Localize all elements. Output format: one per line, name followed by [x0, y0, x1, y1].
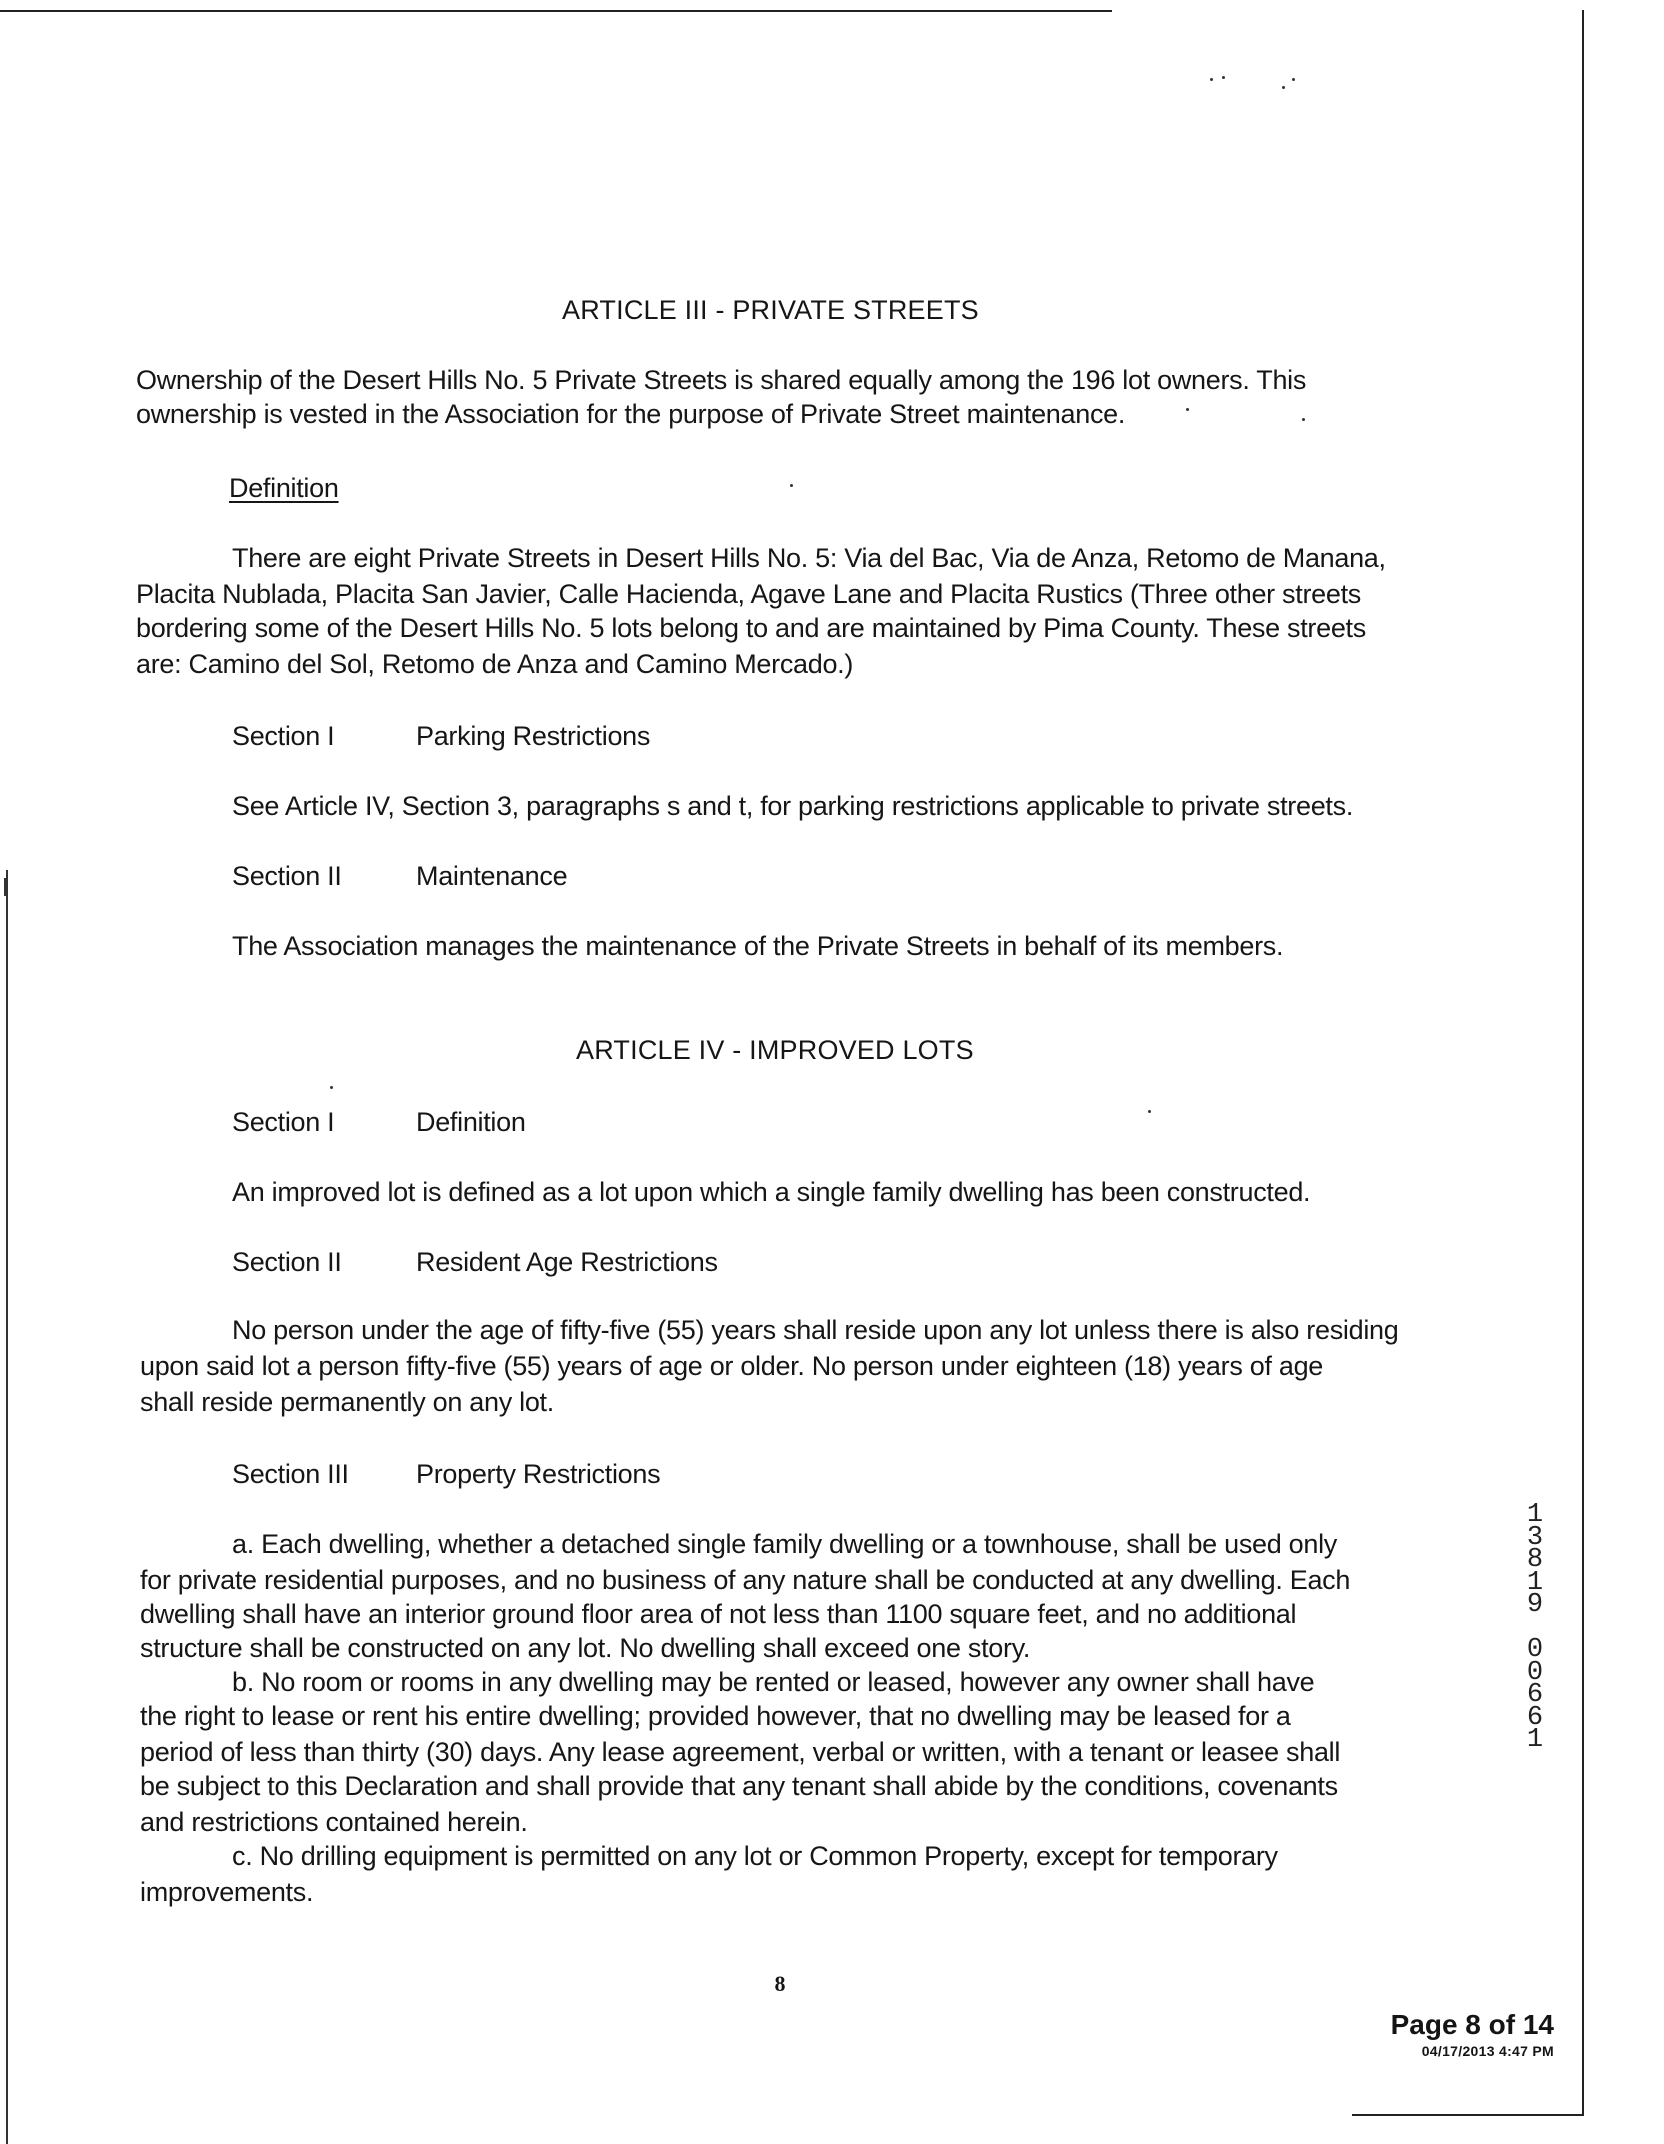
- a3-section-1-title: Parking Restrictions: [416, 721, 651, 751]
- scan-speck: [330, 1086, 333, 1089]
- right-border-line: [1582, 10, 1584, 2116]
- paragraph-b-line-4: be subject to this Declaration and shall provide that any tenant shall abide by the conditions, covenants: [140, 1771, 1338, 1801]
- a4-section-2-title: Resident Age Restrictions: [416, 1247, 718, 1277]
- recording-digit: 0: [1526, 1635, 1544, 1665]
- paragraph-a-line-4: structure shall be constructed on any lot. No dwelling shall exceed one story.: [140, 1633, 1031, 1663]
- page-number: 8: [774, 1971, 786, 1996]
- recording-digit: 1: [1526, 1567, 1544, 1598]
- scan-speck: [1186, 408, 1189, 411]
- recording-digit: 1: [1526, 1500, 1544, 1530]
- recording-digit: 8: [1526, 1545, 1544, 1575]
- scan-speck: [1222, 76, 1225, 79]
- definition-subheading: Definition: [229, 473, 339, 503]
- definition-line-3: bordering some of the Desert Hills No. 5 lots belong to and are maintained by Pima County. These streets: [136, 613, 1366, 643]
- article-iii-heading: ARTICLE III - PRIVATE STREETS: [562, 295, 979, 325]
- definition-line-4: are: Camino del Sol, Retomo de Anza and Camino Mercado.): [136, 649, 854, 679]
- recording-digit: 6: [1526, 1680, 1544, 1710]
- a3-section-2-title: Maintenance: [416, 861, 568, 891]
- recording-digit: 0: [1526, 1657, 1544, 1688]
- left-border-tick: [4, 878, 6, 896]
- a3-section-1-text: See Article IV, Section 3, paragraphs s and t, for parking restrictions applicable to private streets.: [232, 791, 1354, 821]
- age-restriction-line-2: upon said lot a person fifty-five (55) years of age or older. No person under eighteen (18) years of age: [140, 1351, 1324, 1381]
- recording-number-vertical: [1520, 1500, 1550, 1755]
- a4-section-3-title: Property Restrictions: [416, 1459, 661, 1489]
- recording-digit: 3: [1526, 1522, 1544, 1553]
- a3-section-1-label: Section I: [232, 721, 335, 751]
- a3-section-2-label: Section II: [232, 861, 342, 891]
- paragraph-a-line-3: dwelling shall have an interior ground floor area of not less than 1100 square feet, and no additional: [140, 1599, 1297, 1629]
- a4-section-1-title: Definition: [416, 1107, 526, 1137]
- page-stamp: Page 8 of 14: [1390, 2009, 1554, 2040]
- article-iv-heading: ARTICLE IV - IMPROVED LOTS: [576, 1035, 974, 1065]
- paragraph-c-line-2: improvements.: [140, 1877, 314, 1907]
- paragraph-c-line-1: c. No drilling equipment is permitted on any lot or Common Property, except for temporary: [232, 1841, 1278, 1871]
- scan-speck: [790, 484, 793, 487]
- definition-line-2: Placita Nublada, Placita San Javier, Calle Hacienda, Agave Lane and Placita Rustics (Three other streets: [136, 579, 1361, 609]
- paragraph-b-line-3: period of less than thirty (30) days. Any lease agreement, verbal or written, with a tenant or leasee shall: [140, 1737, 1341, 1767]
- age-restriction-line-1: No person under the age of fifty-five (55) years shall reside upon any lot unless there is also residing: [232, 1315, 1399, 1345]
- recording-digit: 1: [1526, 1725, 1544, 1755]
- paragraph-b-line-1: b. No room or rooms in any dwelling may be rented or leased, however any owner shall have: [232, 1667, 1315, 1697]
- a4-section-2-label: Section II: [232, 1247, 342, 1277]
- date-stamp: 04/17/2013 4:47 PM: [1421, 2043, 1554, 2059]
- a4-section-3-label: Section III: [232, 1459, 349, 1489]
- scan-speck: [1302, 418, 1305, 421]
- article-iii-intro-line-2: ownership is vested in the Association for the purpose of Private Street maintenance.: [136, 399, 1126, 429]
- scan-speck: [1210, 78, 1213, 81]
- a4-section-1-text: An improved lot is defined as a lot upon which a single family dwelling has been constructed.: [232, 1177, 1311, 1207]
- a3-section-2-text: The Association manages the maintenance of the Private Streets in behalf of its members.: [232, 931, 1284, 961]
- paragraph-a-line-2: for private residential purposes, and no business of any nature shall be conducted at any dwelling. Each: [140, 1565, 1351, 1595]
- scan-speck: [1148, 1110, 1151, 1113]
- definition-line-1: There are eight Private Streets in Desert Hills No. 5: Via del Bac, Via de Anza, Retomo de Manana,: [232, 543, 1386, 573]
- paragraph-b-line-2: the right to lease or rent his entire dwelling; provided however, that no dwelling may be leased for a: [140, 1701, 1291, 1731]
- article-iii-intro-line-1: Ownership of the Desert Hills No. 5 Private Streets is shared equally among the 196 lot owners. This: [136, 365, 1307, 395]
- top-border-line: [0, 10, 1112, 12]
- bottom-border-line: [1352, 2114, 1584, 2116]
- a4-section-1-label: Section I: [232, 1107, 335, 1137]
- paragraph-a-line-1: a. Each dwelling, whether a detached single family dwelling or a townhouse, shall be used only: [232, 1529, 1337, 1559]
- paragraph-b-line-5: and restrictions contained herein.: [140, 1807, 528, 1837]
- recording-digit: 9: [1526, 1590, 1544, 1620]
- scan-speck: [1282, 86, 1285, 89]
- age-restriction-line-3: shall reside permanently on any lot.: [140, 1387, 554, 1417]
- left-border-line: [6, 870, 8, 2144]
- recording-digit: 6: [1526, 1702, 1544, 1733]
- scan-speck: [1292, 78, 1295, 81]
